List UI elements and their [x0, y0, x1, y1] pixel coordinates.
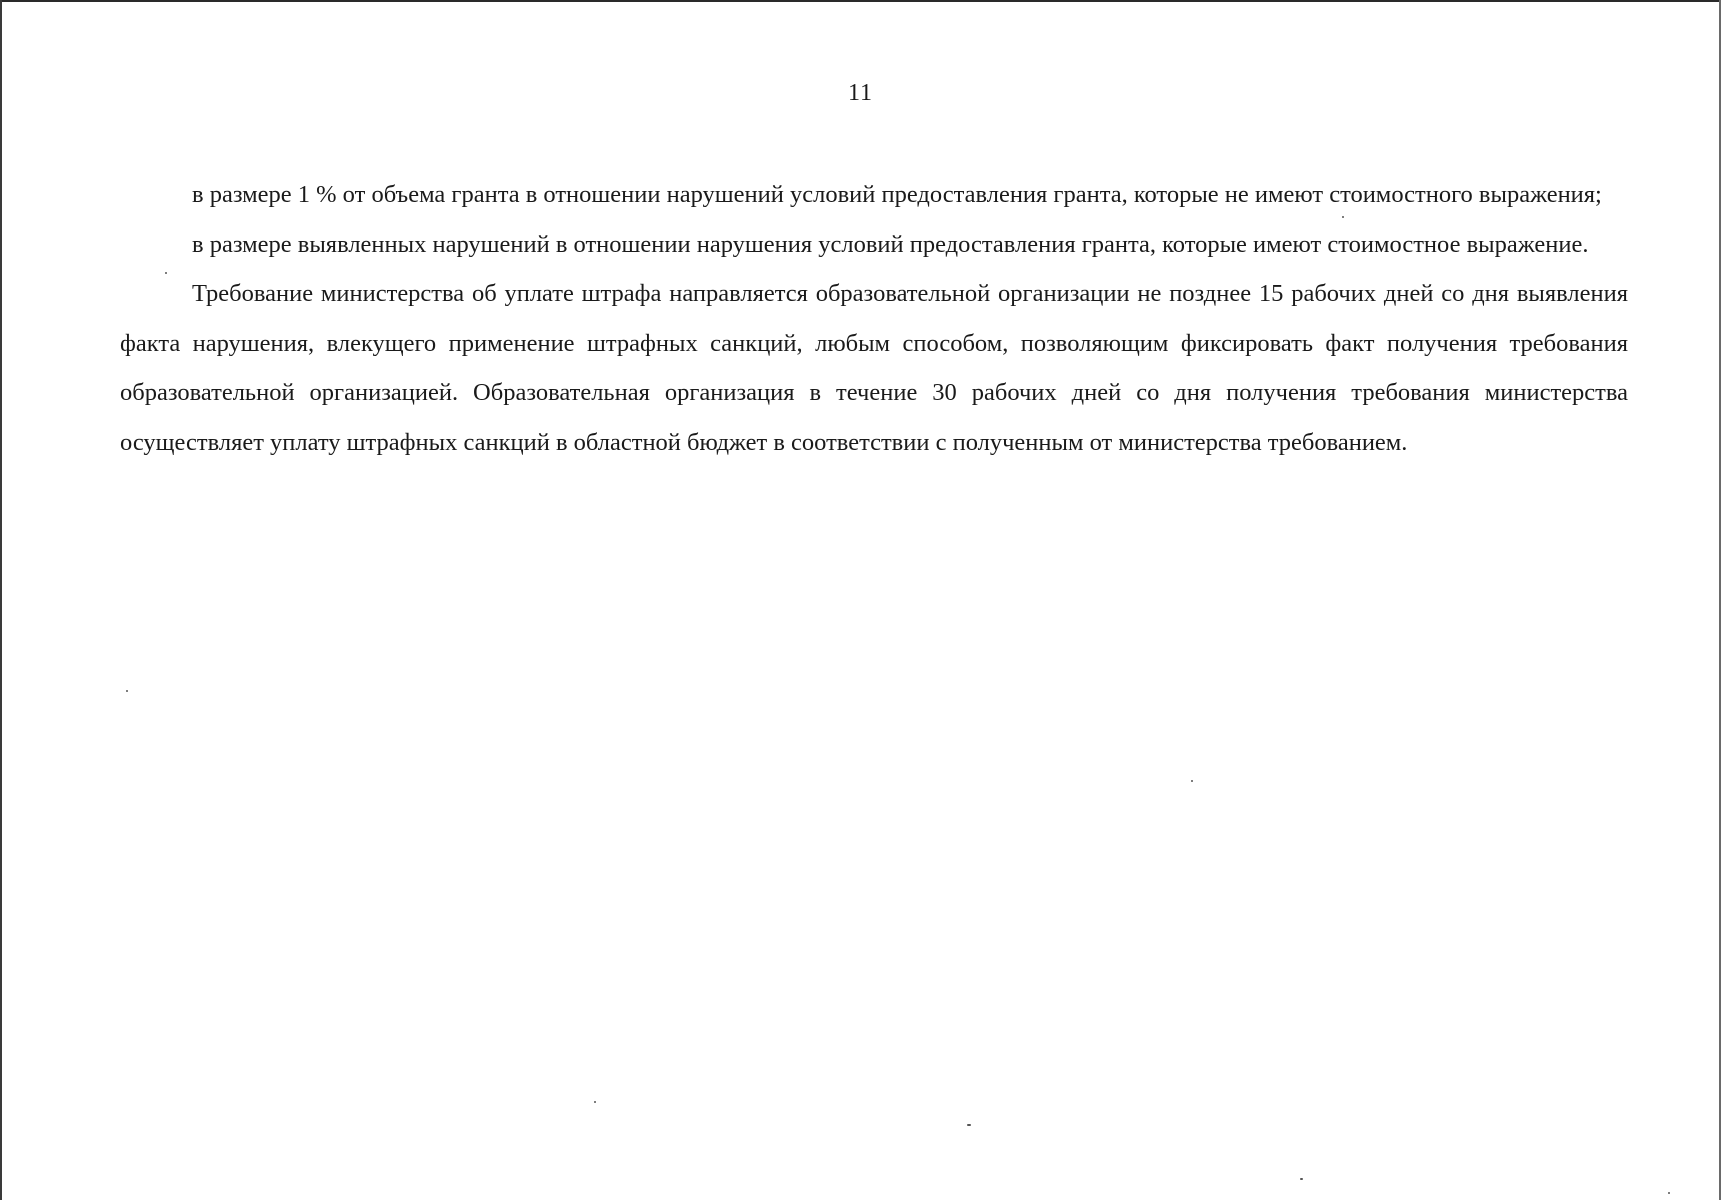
- scan-speck: [1300, 1178, 1303, 1180]
- scan-speck: [165, 272, 167, 274]
- page-number: 11: [847, 80, 874, 106]
- scan-speck: [1668, 1192, 1670, 1194]
- paragraph-fine-non-monetary: в размере 1 % от объема гранта в отношении нарушений условий предоставления гранта, которые не имеют стоимостного выражения;: [192, 181, 1602, 208]
- scan-edge-left: [0, 0, 2, 1200]
- paragraph-fine-monetary: в размере выявленных нарушений в отношении нарушения условий предоставления гранта, которые имеют стоимостное выражение.: [192, 230, 1589, 258]
- paragraph-fine-payment-requirement: Требование министерства об уплате штрафа направляется образовательной организации не позднее 15 рабочих дней со дня выявления факта нарушения, влекущего применение штрафных санкций, любым способом, позволяющим фиксировать факт получения требования образовательной организацией. Образовательная организация в течение 30 рабочих дней со дня получения требования министерства осуществляет уплату штрафных санкций в областной бюджет в соответствии с полученным от министерства требованием.: [120, 280, 1628, 456]
- body-text: [120, 170, 1628, 467]
- scan-speck: [1342, 216, 1344, 218]
- scan-speck: [594, 1101, 596, 1103]
- scan-speck: [967, 1124, 971, 1126]
- scan-speck: [126, 690, 128, 692]
- scan-speck: [1191, 780, 1193, 782]
- scan-edge-top: [0, 0, 1721, 2]
